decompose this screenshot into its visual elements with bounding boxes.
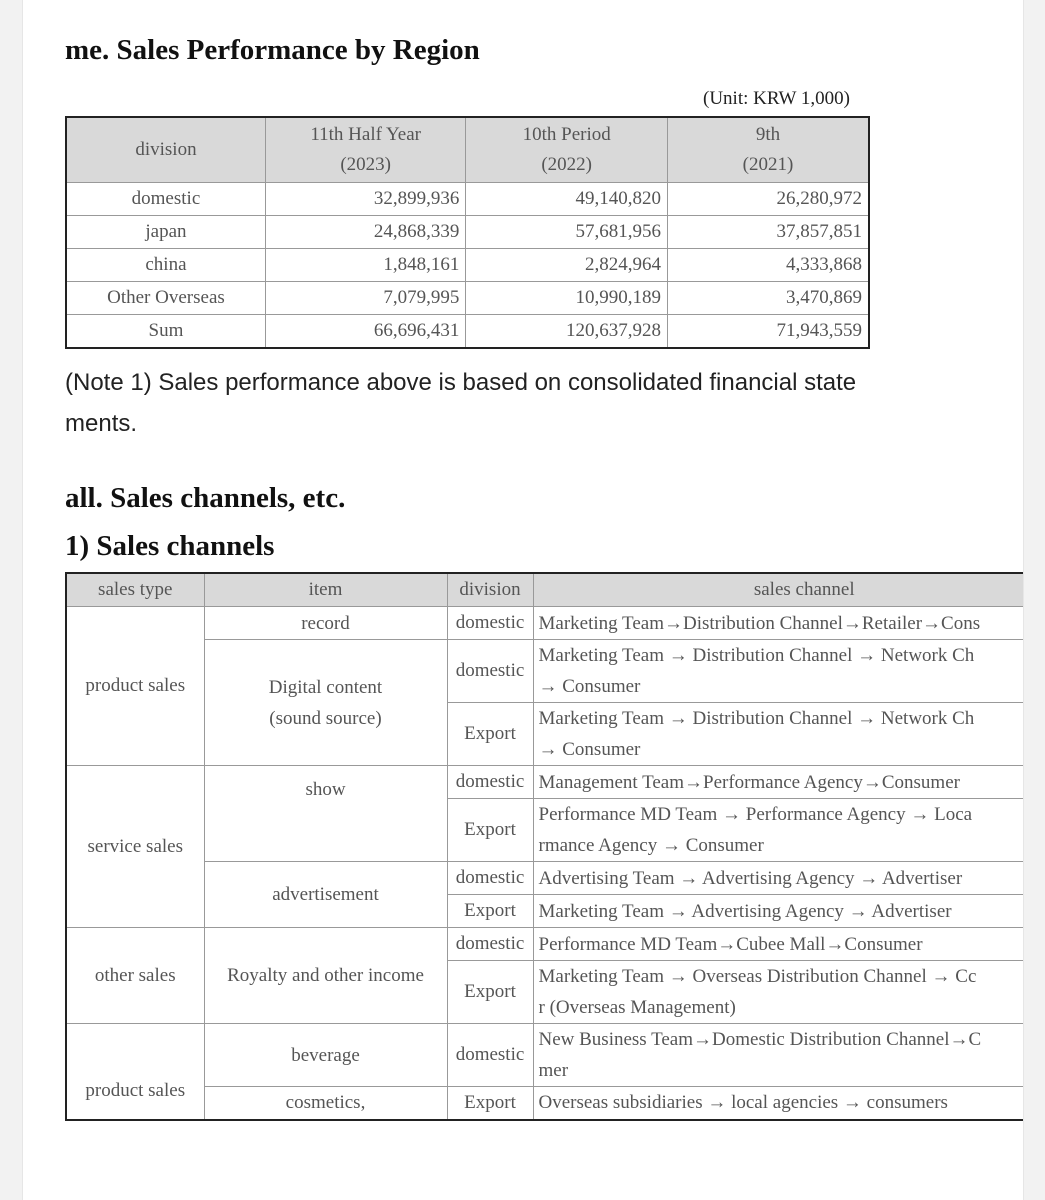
table-row: [66, 928, 1024, 961]
channel-line: Overseas subsidiaries → local agencies → consumers: [538, 1092, 948, 1114]
cell-value: 10,990,189: [466, 282, 668, 315]
cell-value: 2,824,964: [466, 249, 668, 282]
sales-channels-table: [65, 572, 1024, 1121]
table-row: [66, 1024, 1024, 1087]
channel-line: Marketing Team→Distribution Channel→Retailer→Cons: [538, 612, 981, 634]
division-cell: domestic: [447, 766, 533, 799]
division-cell: domestic: [447, 607, 533, 640]
division-cell: domestic: [447, 928, 533, 961]
table-header-row: [66, 117, 869, 183]
header-line: (2021): [742, 154, 794, 175]
channel-line: Marketing Team → Overseas Distribution Channel → Cc: [538, 966, 977, 987]
header-division: division: [66, 117, 265, 183]
channel-line: r (Overseas Management): [538, 997, 736, 1018]
item-label: advertisement: [204, 862, 447, 928]
channel-cell: [533, 607, 1024, 640]
channel-line: → Consumer: [538, 739, 641, 760]
division-cell: domestic: [447, 640, 533, 703]
row-label: japan: [66, 216, 265, 249]
channel-line: Management Team→Performance Agency→Consumer: [538, 771, 960, 793]
table-row: [66, 862, 1024, 895]
table-row: [66, 1087, 1024, 1120]
header-sales-channel: sales channel: [533, 573, 1024, 607]
sales-by-region-table: [65, 116, 870, 349]
division-cell: Export: [447, 703, 533, 766]
item-label: cosmetics,: [204, 1087, 447, 1120]
division-cell: domestic: [447, 862, 533, 895]
channel-cell: [533, 895, 1024, 928]
cell-value: 57,681,956: [466, 216, 668, 249]
channel-line: mer: [538, 1060, 569, 1081]
channel-line: Performance MD Team→Cubee Mall→Consumer: [538, 933, 923, 955]
channel-line: rmance Agency → Consumer: [538, 835, 764, 856]
channel-cell: [533, 766, 1024, 799]
channel-cell: [533, 1087, 1024, 1120]
channel-cell: [533, 640, 1024, 703]
channel-line: Marketing Team → Distribution Channel → Network Ch: [538, 645, 975, 666]
table-row: [66, 282, 869, 315]
cell-value: 120,637,928: [466, 315, 668, 349]
channel-cell: [533, 928, 1024, 961]
channel-cell: [533, 862, 1024, 895]
group-label: other sales: [66, 928, 204, 1024]
header-10th-period: [466, 117, 668, 183]
division-cell: Export: [447, 799, 533, 862]
header-line: (2022): [541, 154, 593, 175]
table-row: [66, 766, 1024, 799]
channel-line: New Business Team→Domestic Distribution Channel→C: [538, 1029, 982, 1050]
header-division: division: [447, 573, 533, 607]
section-title-sales-by-region: me. Sales Performance by Region: [65, 34, 480, 66]
section-title-sales-channels: all. Sales channels, etc.: [65, 482, 346, 514]
table-row-sum: [66, 315, 869, 349]
header-item: item: [204, 573, 447, 607]
table-row: [66, 249, 869, 282]
row-label: domestic: [66, 183, 265, 216]
header-11th-half-year: [265, 117, 466, 183]
group-label: product sales: [66, 607, 204, 766]
table-header-row: [66, 573, 1024, 607]
division-cell: domestic: [447, 1024, 533, 1087]
row-label: china: [66, 249, 265, 282]
table-row: [66, 607, 1024, 640]
channel-line: Advertising Team → Advertising Agency → Advertiser: [538, 867, 963, 889]
cell-value: 26,280,972: [667, 183, 869, 216]
group-label: service sales: [66, 766, 204, 928]
cell-value: 66,696,431: [265, 315, 466, 349]
channel-cell: [533, 703, 1024, 766]
cell-value: 71,943,559: [667, 315, 869, 349]
row-label: Other Overseas: [66, 282, 265, 315]
header-sales-type: sales type: [66, 573, 204, 607]
cell-value: 4,333,868: [667, 249, 869, 282]
table-row: [66, 640, 1024, 703]
cell-value: 37,857,851: [667, 216, 869, 249]
document-page: [22, 0, 1024, 1200]
division-cell: Export: [447, 961, 533, 1024]
item-label: show: [204, 766, 447, 862]
channel-cell: [533, 799, 1024, 862]
unit-label: (Unit: KRW 1,000): [703, 88, 850, 109]
header-line: (2023): [340, 154, 391, 175]
channel-line: Performance MD Team → Performance Agency → Loca: [538, 804, 973, 825]
channel-line: → Consumer: [538, 676, 641, 697]
item-label: [204, 640, 447, 766]
channel-cell: [533, 961, 1024, 1024]
item-line: Digital content: [268, 676, 383, 698]
channel-cell: [533, 1024, 1024, 1087]
item-label: Royalty and other income: [204, 928, 447, 1024]
header-line: 9th: [755, 124, 781, 145]
group-label: product sales: [66, 1024, 204, 1120]
item-label: beverage: [204, 1024, 447, 1087]
subsection-title: 1) Sales channels: [65, 530, 275, 562]
cell-value: 24,868,339: [265, 216, 466, 249]
table-note: (Note 1) Sales performance above is based on consolidated financial state ments.: [65, 369, 857, 437]
cell-value: 7,079,995: [265, 282, 466, 315]
item-label: record: [204, 607, 447, 640]
header-9th: [667, 117, 869, 183]
row-label: Sum: [66, 315, 265, 349]
division-cell: Export: [447, 895, 533, 928]
header-line: 11th Half Year: [310, 124, 421, 145]
cell-value: 49,140,820: [466, 183, 668, 216]
table-row: [66, 216, 869, 249]
cell-value: 3,470,869: [667, 282, 869, 315]
cell-value: 32,899,936: [265, 183, 466, 216]
division-cell: Export: [447, 1087, 533, 1120]
table-row: [66, 183, 869, 216]
channel-line: Marketing Team → Distribution Channel → Network Ch: [538, 708, 975, 729]
channel-line: Marketing Team → Advertising Agency → Advertiser: [538, 900, 952, 922]
item-line: (sound source): [269, 707, 382, 729]
cell-value: 1,848,161: [265, 249, 466, 282]
header-line: 10th Period: [522, 124, 611, 145]
